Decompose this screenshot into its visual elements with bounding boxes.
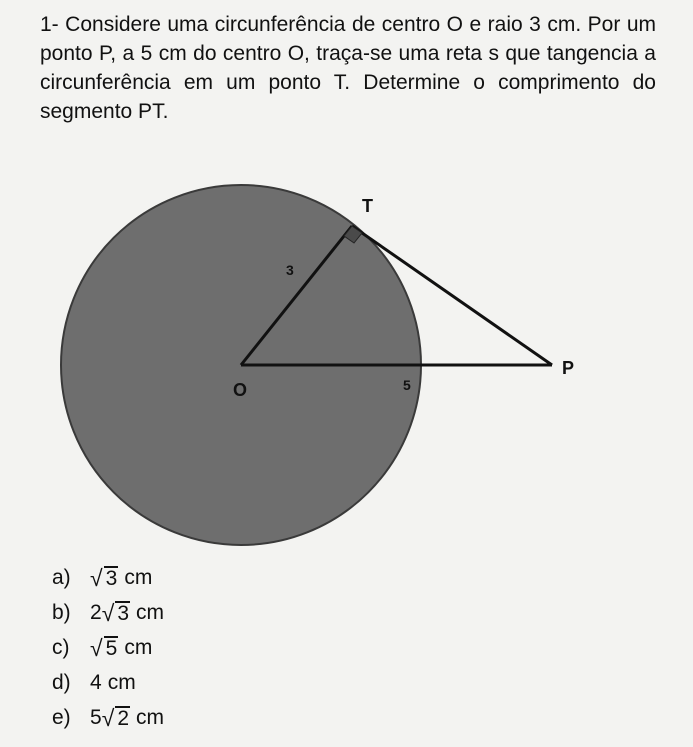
- radical-sign: √: [101, 704, 115, 731]
- unit: cm: [124, 566, 153, 589]
- coefficient: 2: [90, 601, 102, 624]
- radicand: 5: [105, 636, 118, 660]
- option-b[interactable]: [52, 595, 164, 630]
- coefficient: 5: [90, 706, 102, 729]
- label-O: O: [233, 380, 248, 400]
- radicand: 3: [105, 566, 118, 590]
- unit: cm: [136, 601, 164, 624]
- radicand: 3: [117, 601, 129, 625]
- option-letter: c): [52, 636, 70, 659]
- option-c[interactable]: [52, 630, 164, 665]
- radical-sign: √: [90, 564, 103, 591]
- label-P: P: [562, 358, 575, 378]
- sqrt-expression: [90, 636, 118, 660]
- question-text: 1- Considere uma circunferência de centro O e raio 3 cm. Por um ponto P, a 5 cm do centro O, traça-se uma reta s que tangencia a circunferência em um ponto T. Determine o comprimento do segmento PT.: [40, 13, 656, 123]
- radical-sign: √: [90, 634, 103, 661]
- option-d[interactable]: [52, 665, 164, 700]
- answer-options: [52, 560, 164, 735]
- sqrt-expression: [102, 706, 130, 730]
- unit: cm: [136, 706, 164, 729]
- option-letter: e): [52, 706, 71, 729]
- radicand: 2: [117, 706, 129, 730]
- label-5: 5: [403, 377, 411, 393]
- unit: cm: [107, 671, 136, 694]
- option-a[interactable]: [52, 560, 164, 595]
- option-e[interactable]: [52, 700, 164, 735]
- value: 4: [90, 671, 102, 694]
- radical-sign: √: [101, 599, 115, 626]
- option-letter: d): [52, 671, 71, 694]
- option-letter: a): [52, 566, 71, 589]
- label-3: 3: [286, 262, 294, 278]
- sqrt-expression: [90, 566, 118, 590]
- sqrt-expression: [102, 601, 130, 625]
- unit: cm: [124, 636, 153, 659]
- option-letter: b): [52, 601, 71, 624]
- label-T: T: [362, 196, 373, 216]
- geometry-figure: [0, 165, 693, 555]
